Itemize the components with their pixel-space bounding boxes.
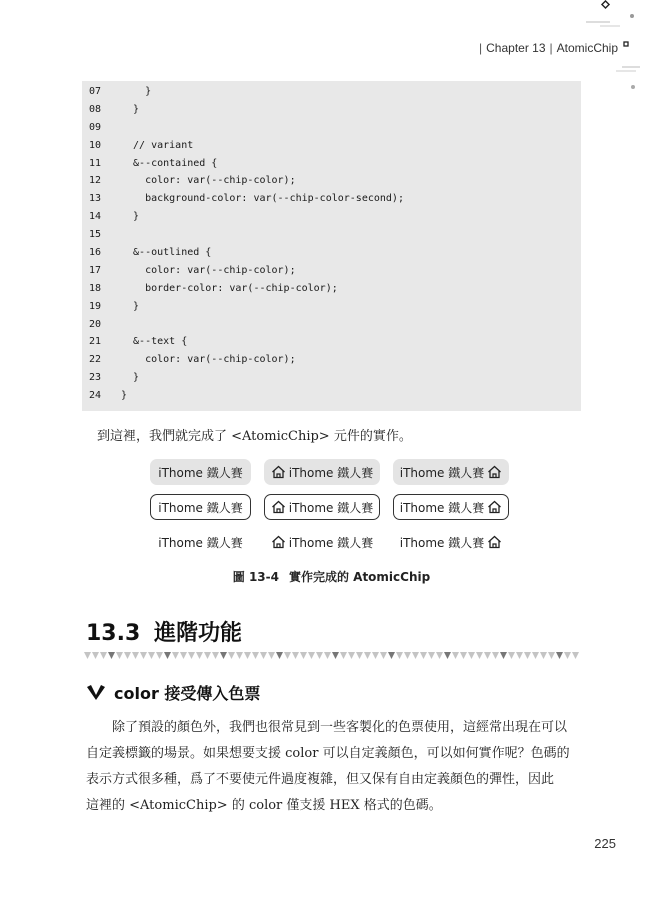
header-title: AtomicChip [556,41,618,55]
code-line-number: 20 [89,318,102,330]
chip-outlined [393,494,509,520]
page-number: 225 [594,836,616,851]
chip-label: iThome 鐵人賽 [158,500,243,515]
code-line-text: } [121,211,140,223]
header-chapter: Chapter 13 [486,41,546,55]
header-separator: | [479,41,483,55]
code-line-number: 12 [89,175,102,187]
code-line-number: 23 [89,372,102,384]
code-line-text: background-color: var(--chip-color-second); [121,193,404,205]
code-line-number: 15 [89,229,102,241]
code-line-number: 11 [89,157,102,169]
chip-figure [150,459,509,564]
subsection-heading [86,681,260,704]
chip-label: iThome 鐵人賽 [399,465,485,480]
header-separator: | [549,41,553,55]
section-heading [86,616,242,647]
home-icon [271,465,286,479]
code-line-text: } [121,300,140,312]
section-number: 13.3 [86,621,141,646]
chip-label: iThome 鐵人賽 [288,465,374,480]
chip-row-contained [150,459,509,486]
code-line [89,190,404,208]
code-line [89,262,404,280]
code-line [89,101,404,119]
chip-label: iThome 鐵人賽 [158,465,243,480]
code-line-text: color: var(--chip-color); [121,354,296,366]
code-line-text: } [121,86,152,97]
triangle-divider [84,651,581,660]
figure-label: 圖 13-4 [232,570,279,584]
chip-contained [150,459,251,485]
figure-caption-text: 實作完成的 AtomicChip [288,570,431,584]
code-line-text: &--contained { [121,157,218,169]
code-line-text: border-color: var(--chip-color); [121,282,338,294]
home-icon [487,535,502,549]
code-line-text: } [121,372,140,384]
v-bullet-icon [86,684,106,701]
code-line-number: 24 [89,390,102,402]
figure-caption [0,568,663,585]
home-icon [487,500,502,514]
body-line: 自定義標籤的場景。如果想要支援 color 可以自定義顏色，可以如何實作呢？色碼的 [86,746,570,761]
chip-row-outlined [150,494,509,521]
code-line-text: &--text { [121,336,188,348]
code-line [89,316,404,334]
code-line [89,244,404,262]
code-line-number: 17 [89,264,102,276]
code-line [89,369,404,387]
chip-label: iThome 鐵人賽 [288,535,374,550]
code-line [89,83,404,101]
home-icon [271,535,286,549]
code-line [89,298,404,316]
code-line-number: 09 [89,121,102,133]
code-line [89,137,404,155]
code-block [89,83,404,405]
code-line [89,172,404,190]
code-line-number: 18 [89,282,102,294]
code-line-number: 13 [89,193,102,205]
code-line-number: 22 [89,354,102,366]
code-line-number: 10 [89,139,102,151]
chip-outlined [150,494,251,520]
body-paragraph [86,715,581,819]
code-line [89,226,404,244]
running-header [479,41,618,55]
intro-paragraph: 到這裡，我們就完成了 <AtomicChip> 元件的實作。 [97,429,412,444]
chip-text [150,529,251,555]
code-line-text: color: var(--chip-color); [121,264,296,276]
chip-label: iThome 鐵人賽 [158,535,243,550]
code-line [89,387,404,405]
home-icon [271,500,286,514]
body-line: 除了預設的顏色外，我們也很常見到一些客製化的色票使用，這經常出現在可以 [112,720,568,735]
code-line [89,155,404,173]
code-line-number: 14 [89,211,102,223]
body-line: 這裡的 <AtomicChip> 的 color 僅支援 HEX 格式的色碼。 [86,798,442,813]
code-line-number: 19 [89,300,102,312]
chip-label: iThome 鐵人賽 [288,500,374,515]
code-line-number: 16 [89,247,102,259]
chip-contained [264,459,380,485]
code-line [89,333,404,351]
code-line-number: 08 [89,103,102,115]
code-line-text: } [121,390,128,402]
code-line-number: 21 [89,336,102,348]
body-line: 表示方式很多種，爲了不要使元件過度複雜，但又保有自由定義顏色的彈性，因此 [86,772,555,787]
code-line-text: &--outlined { [121,247,212,259]
code-line [89,351,404,369]
section-title: 進階功能 [154,621,243,646]
chip-text [393,529,509,555]
chip-outlined [264,494,380,520]
code-line [89,208,404,226]
code-line [89,119,404,137]
chip-label: iThome 鐵人賽 [399,500,485,515]
code-line-text: color: var(--chip-color); [121,175,296,187]
chip-label: iThome 鐵人賽 [399,535,485,550]
subsection-title: color 接受傳入色票 [114,684,261,703]
chip-text [264,529,380,555]
code-line-number: 07 [89,86,102,97]
code-line-text: } [121,103,140,115]
chip-contained [393,459,509,485]
home-icon [487,465,502,479]
chip-row-text [150,529,509,556]
code-line-text: // variant [121,139,194,151]
code-line [89,280,404,298]
